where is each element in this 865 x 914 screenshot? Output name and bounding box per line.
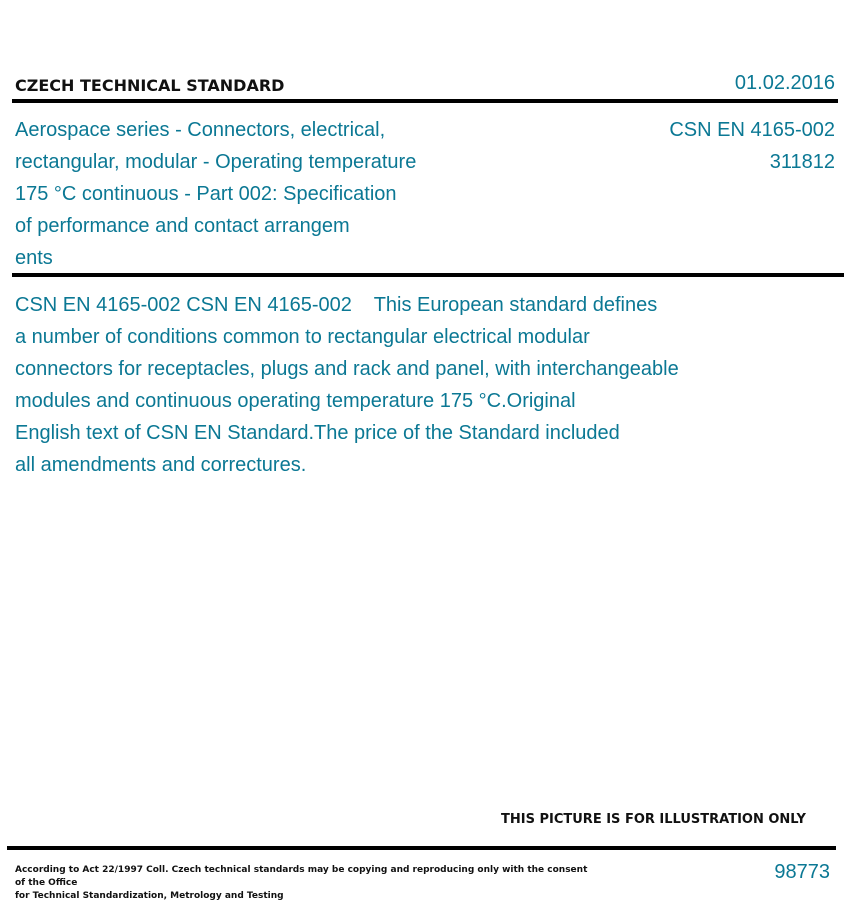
classification-code: 311812 bbox=[769, 151, 835, 173]
abstract-line: all amendments and correctures. bbox=[15, 454, 307, 476]
page-title: CZECH TECHNICAL STANDARD bbox=[15, 76, 285, 95]
abstract-line: connectors for receptacles, plugs and rack and panel, with interchangeable bbox=[15, 358, 679, 380]
abstract-line: English text of CSN EN Standard.The price of the Standard included bbox=[15, 422, 620, 444]
header-divider bbox=[12, 99, 838, 103]
standard-number: CSN EN 4165-002 bbox=[669, 119, 835, 141]
document-title-line: 175 °C continuous - Part 002: Specification bbox=[15, 183, 397, 205]
legal-notice-line: According to Act 22/1997 Coll. Czech technical standards may be copying and reproducing only with the consent of the Office bbox=[15, 865, 588, 888]
publication-date: 01.02.2016 bbox=[734, 72, 835, 94]
document-title-line: rectangular, modular - Operating temperature bbox=[15, 151, 417, 173]
document-title bbox=[15, 114, 475, 274]
abstract-text bbox=[15, 289, 775, 481]
abstract-line: modules and continuous operating temperature 175 °C.Original bbox=[15, 390, 576, 412]
document-identifiers bbox=[669, 114, 835, 178]
legal-notice bbox=[15, 864, 595, 903]
title-divider bbox=[12, 273, 844, 277]
document-title-line: ents bbox=[15, 247, 53, 269]
product-code: 98773 bbox=[774, 861, 830, 883]
document-title-line: Aerospace series - Connectors, electrical, bbox=[15, 119, 386, 141]
abstract-line: a number of conditions common to rectangular electrical modular bbox=[15, 326, 590, 348]
illustration-note: THIS PICTURE IS FOR ILLUSTRATION ONLY bbox=[501, 812, 806, 827]
footer-divider bbox=[7, 846, 836, 850]
abstract-line: CSN EN 4165-002 CSN EN 4165-002 This European standard defines bbox=[15, 294, 658, 316]
document-title-line: of performance and contact arrangem bbox=[15, 215, 350, 237]
legal-notice-line: for Technical Standardization, Metrology and Testing bbox=[15, 891, 284, 901]
